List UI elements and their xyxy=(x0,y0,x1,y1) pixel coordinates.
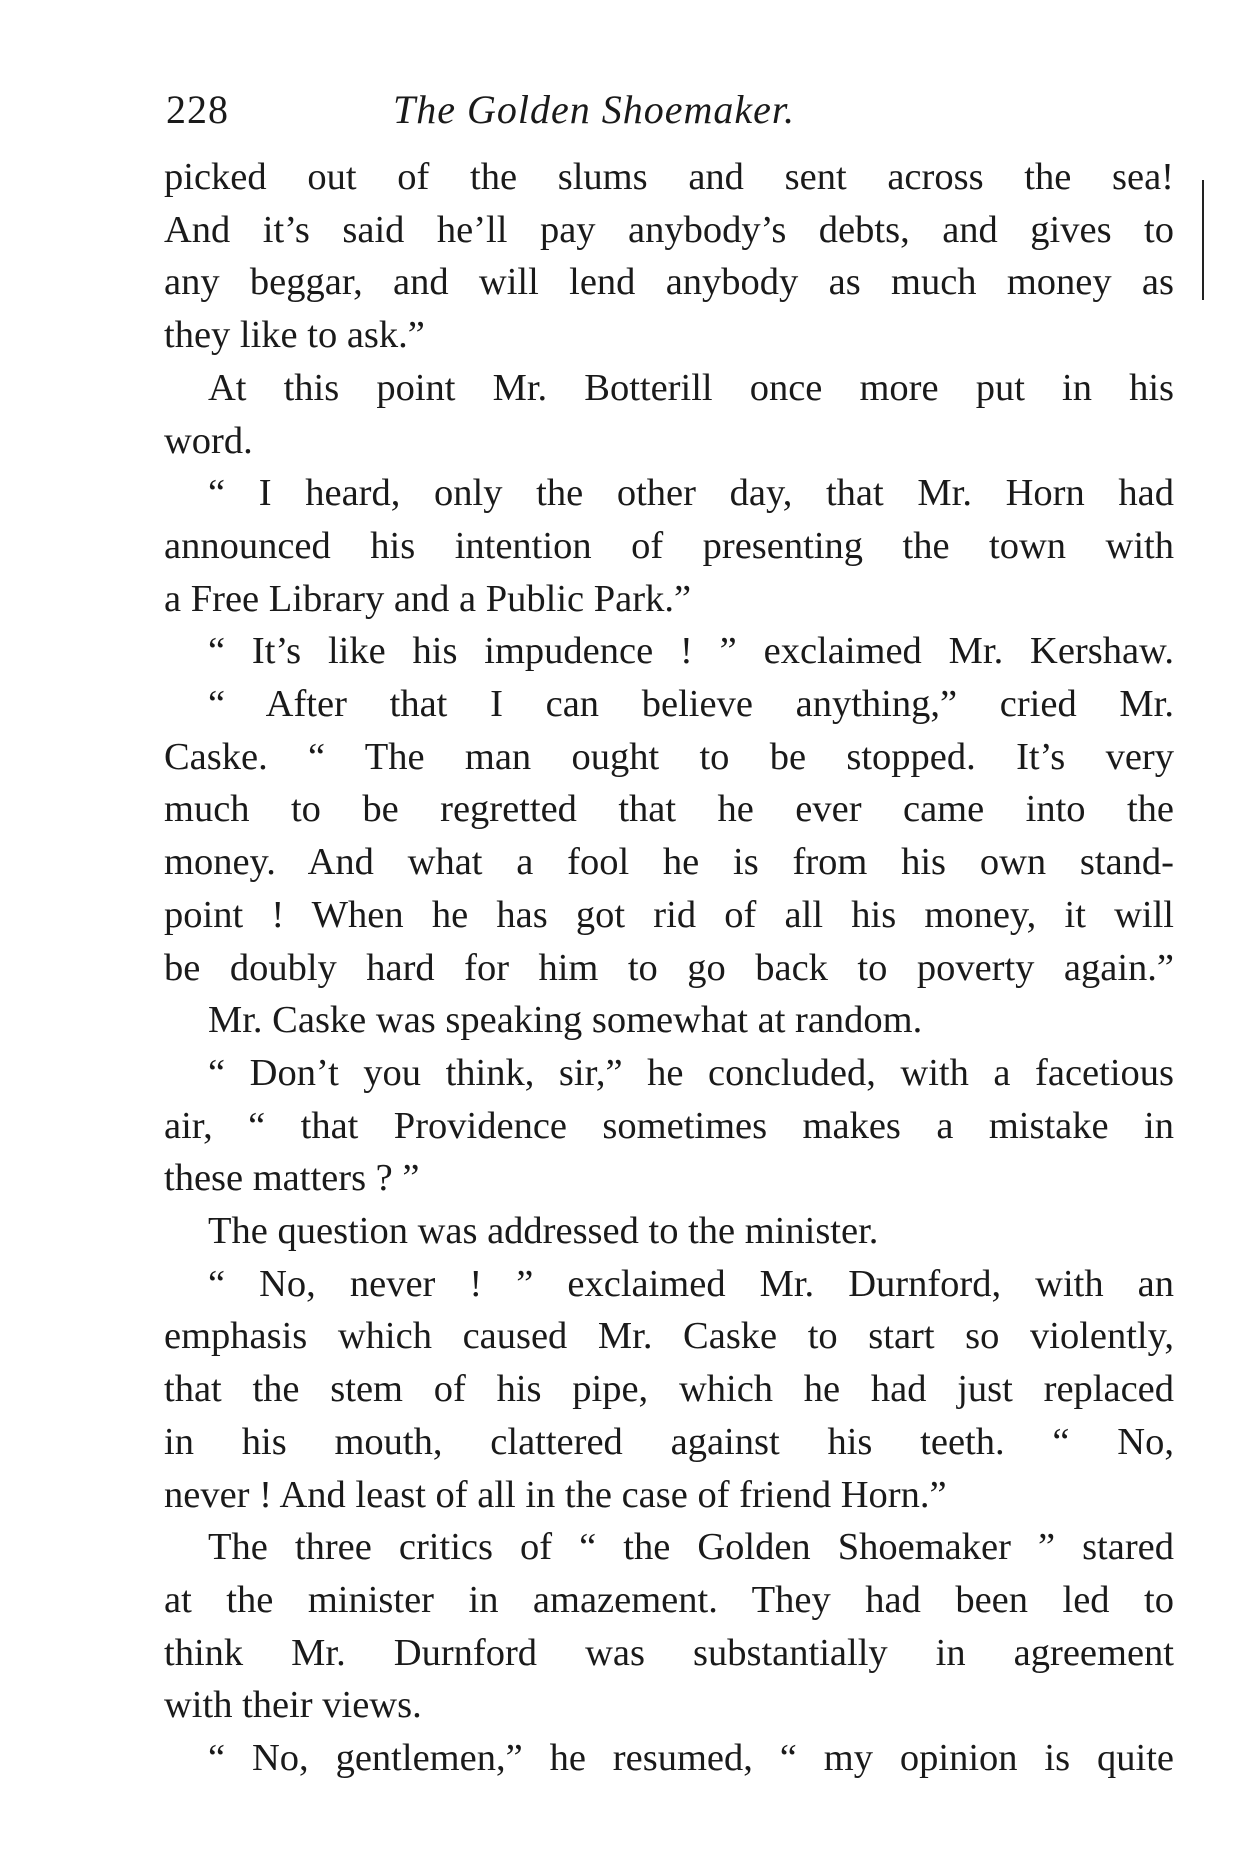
text-line: picked out of the slums and sent across the sea! xyxy=(164,156,1174,198)
text-line: Mr. Caske was speaking somewhat at random. xyxy=(208,999,923,1042)
text-line: much to be regretted that he ever came into the xyxy=(164,788,1174,831)
text-line: at the minister in amazement. They had been led to xyxy=(164,1578,1174,1621)
text-line: never ! And least of all in the case of friend Horn.” xyxy=(164,1473,947,1516)
text-line: word. xyxy=(164,419,253,462)
text-line: money. And what a fool he is from his own stand- xyxy=(164,841,1174,884)
text-line: point ! When he has got rid of all his money, it will xyxy=(164,893,1174,936)
text-line: The question was addressed to the minister. xyxy=(208,1210,879,1252)
text-line: announced his intention of presenting the town with xyxy=(164,524,1174,567)
text-line: “ Don’t you think, sir,” he concluded, with a facetious xyxy=(208,1051,1174,1094)
text-line: with their views. xyxy=(164,1684,422,1727)
text-line: these matters ? ” xyxy=(164,1157,420,1200)
text-line: think Mr. Durnford was substantially in agreement xyxy=(164,1631,1174,1674)
text-line: “ After that I can believe anything,” cried Mr. xyxy=(208,683,1174,725)
text-line: they like to ask.” xyxy=(164,314,425,357)
text-line: “ No, gentlemen,” he resumed, “ my opinion is quite xyxy=(208,1737,1174,1779)
text-line: in his mouth, clattered against his teeth. “ No, xyxy=(164,1420,1174,1463)
text-line: Caske. “ The man ought to be stopped. It’s very xyxy=(164,735,1174,778)
page-header xyxy=(166,86,1034,136)
text-line: a Free Library and a Public Park.” xyxy=(164,577,692,620)
text-line: emphasis which caused Mr. Caske to start so violently, xyxy=(164,1315,1174,1358)
text-line: any beggar, and will lend anybody as much money as xyxy=(164,261,1174,304)
text-line: At this point Mr. Botterill once more put in his xyxy=(208,366,1174,409)
text-line: be doubly hard for him to go back to poverty again.” xyxy=(164,946,1174,989)
page-number: 228 xyxy=(166,87,229,132)
text-line: that the stem of his pipe, which he had just replaced xyxy=(164,1368,1174,1411)
text-line: “ It’s like his impudence ! ” exclaimed Mr. Kershaw. xyxy=(208,630,1174,673)
text-line: The three critics of “ the Golden Shoemaker ” stared xyxy=(208,1526,1174,1569)
text-line: And it’s said he’ll pay anybody’s debts, and gives to xyxy=(164,208,1174,251)
running-title: The Golden Shoemaker. xyxy=(393,87,796,132)
text-line: air, “ that Providence sometimes makes a mistake in xyxy=(164,1104,1174,1147)
text-line: “ I heard, only the other day, that Mr. Horn had xyxy=(208,472,1174,515)
text-line: “ No, never ! ” exclaimed Mr. Durnford, with an xyxy=(208,1262,1174,1305)
margin-rule xyxy=(1202,180,1204,300)
